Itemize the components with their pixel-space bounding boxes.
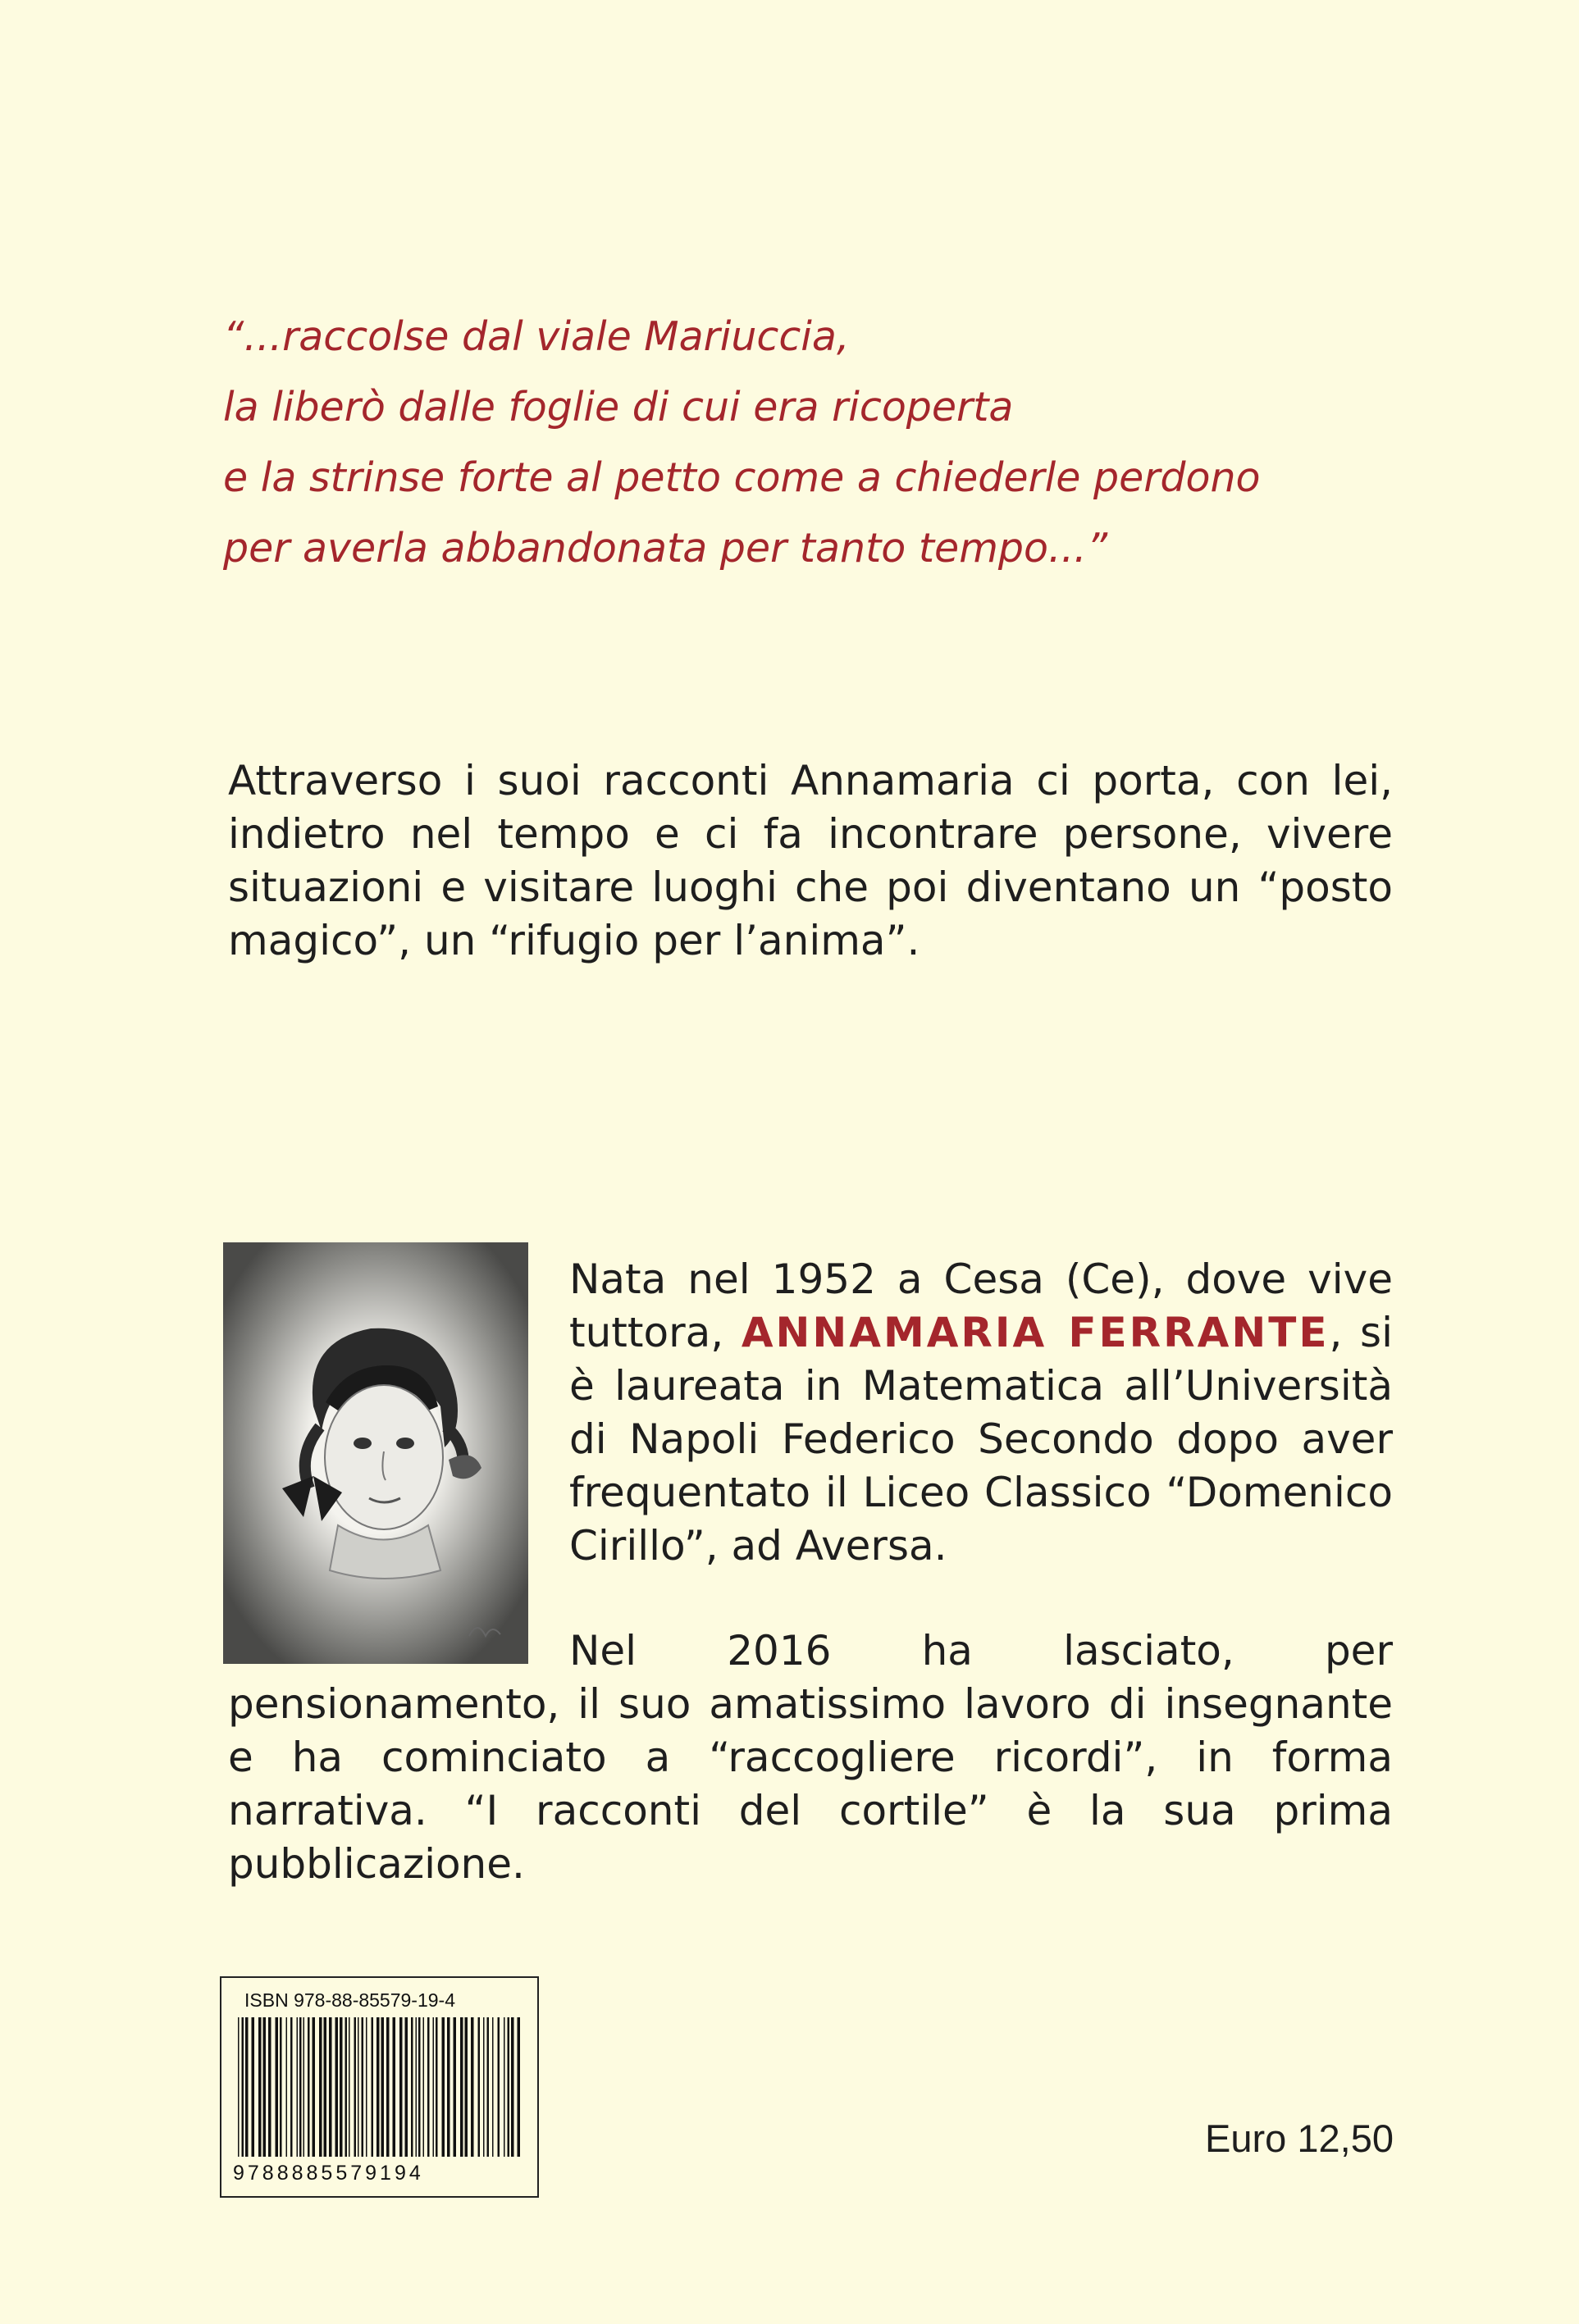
bio-text: Nata nel 1952 a Cesa (Ce), dove vive tuttora, [569,1255,1393,1356]
author-portrait-drawing [223,1242,528,1664]
author-name: ANNAMARIA FERRANTE [741,1309,1330,1356]
price: Euro 12,50 [1205,2117,1394,2160]
back-cover-quote [223,302,1454,584]
book-blurb: Attraverso i suoi racconti Annamaria ci porta, con lei, indietro nel tempo e ci fa incontrare persone, vivere situazioni e visitare luoghi che poi diventano un “posto magico”, un “rifugio per l’anima”. [228,757,1393,964]
quote-line: “...raccolse dal viale Mariuccia, [223,313,850,360]
author-bio-paragraph-1 [569,1253,1393,1573]
quote-line: per averla abbandonata per tanto tempo...” [223,525,1108,572]
isbn-number: ISBN 978-88-85579-19-4 [244,1989,455,2011]
isbn-barcode [220,1976,539,2198]
bio-text: , si è laureata in Matematica all’Università di Napoli Federico Secondo dopo aver frequentato il Liceo Classico “Domenico Cirillo”, ad Aversa. [569,1309,1393,1570]
quote-line: e la strinse forte al petto come a chiederle perdono [223,454,1261,501]
author-bio-paragraph-2: Nel 2016 ha lasciato, per pensionamento, il suo amatissimo lavoro di insegnante e ha cominciato a “raccogliere ricordi”, in forma narrativa. “I racconti del cortile” è la sua prima pubblicazione. [228,1627,1393,1888]
quote-line: la liberò dalle foglie di cui era ricoperta [223,384,1014,431]
barcode-bars [233,2017,527,2162]
ean-digits: 9788885579194 [233,2162,424,2185]
